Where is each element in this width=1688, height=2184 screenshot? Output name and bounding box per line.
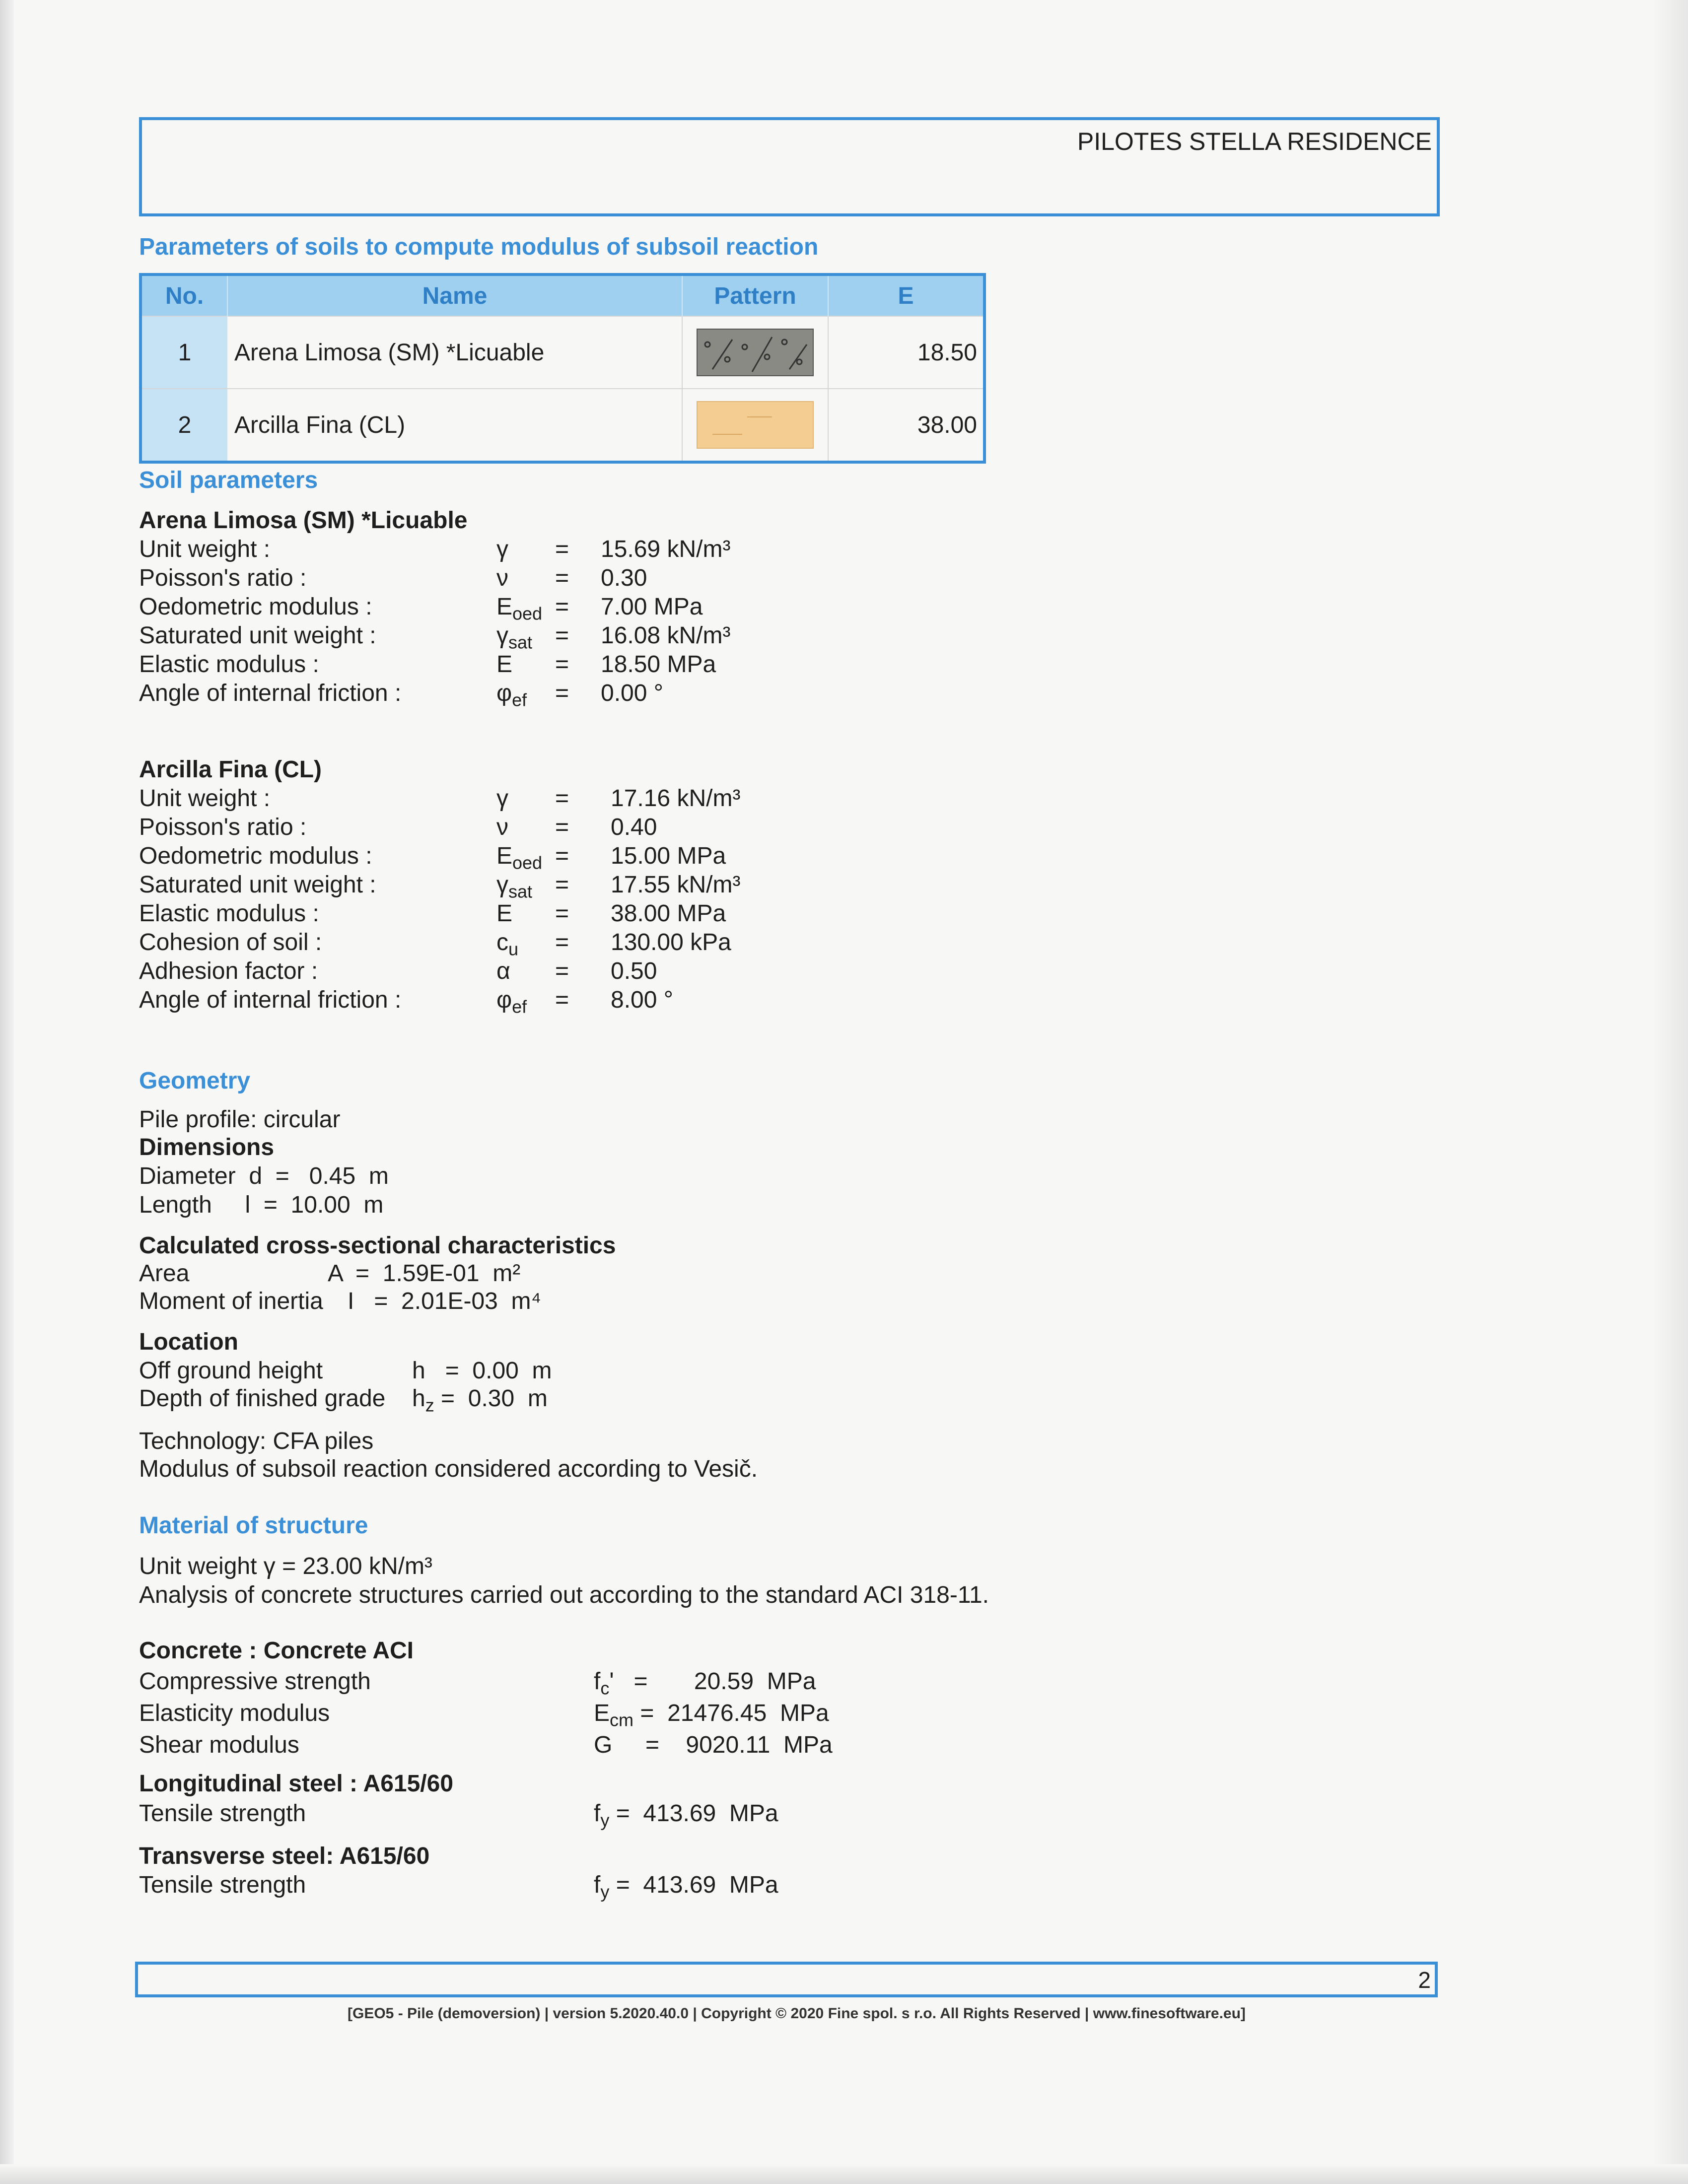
cell-no: 1 — [141, 316, 227, 389]
depth-subscript: z — [425, 1395, 434, 1416]
ecm-subscript: cm — [610, 1709, 634, 1730]
technology: Technology: CFA piles — [139, 1428, 374, 1454]
param-row — [139, 986, 834, 1015]
param-equals: = — [555, 814, 569, 840]
cell-no: 2 — [141, 389, 227, 462]
param-value: 0.30 — [601, 565, 647, 591]
clay-pattern-graphic — [698, 402, 813, 448]
param-row — [139, 564, 834, 593]
location-heading: Location — [139, 1329, 238, 1355]
param-symbol: $\varphi_{ef}$ — [496, 680, 527, 710]
section-title-geometry: Geometry — [139, 1068, 251, 1094]
param-value: 0.50 — [611, 958, 657, 984]
param-row — [139, 813, 834, 842]
param-equals: = — [555, 536, 569, 562]
fy-number: = 413.69 MPa — [616, 1800, 778, 1827]
param-value: 17.16 kN/m³ — [611, 785, 741, 812]
param-equals: = — [555, 785, 569, 812]
trans-tensile-label: Tensile strength — [139, 1872, 306, 1898]
dimensions-heading: Dimensions — [139, 1134, 275, 1160]
cell-pattern — [682, 389, 828, 462]
param-symbol: E — [496, 651, 513, 678]
param-symbol: $c_u$ — [496, 929, 519, 959]
inertia-value: I = 2.01E-03 m⁴ — [348, 1288, 542, 1314]
sand-pattern-graphic — [698, 330, 813, 375]
param-value: 18.50 MPa — [601, 651, 716, 678]
param-equals: = — [555, 680, 569, 706]
param-label: Oedometric modulus : — [139, 594, 372, 620]
fy-number: = 413.69 MPa — [616, 1872, 778, 1898]
col-no: No. — [141, 274, 227, 316]
binder-edge — [0, 0, 14, 2184]
inertia-label: Moment of inertia — [139, 1288, 323, 1314]
param-value: 0.00 ° — [601, 680, 663, 706]
param-row — [139, 871, 834, 902]
soil-2-title: Arcilla Fina (CL) — [139, 756, 322, 783]
param-row — [139, 928, 834, 957]
area-label: Area — [139, 1260, 190, 1287]
compressive-label: Compressive strength — [139, 1668, 371, 1695]
cell-name: Arena Limosa (SM) *Licuable — [227, 316, 682, 389]
section-title-modulus: Parameters of soils to compute modulus of subsoil reaction — [139, 234, 819, 260]
trans-tensile-value — [594, 1871, 778, 1903]
fy-symbol: f — [594, 1800, 601, 1827]
long-tensile-label: Tensile strength — [139, 1800, 306, 1827]
page-number: 2 — [1418, 1967, 1431, 1993]
param-symbol: ν — [496, 814, 508, 840]
param-label: Unit weight : — [139, 536, 271, 562]
param-row — [139, 679, 834, 708]
concrete-heading: Concrete : Concrete ACI — [139, 1638, 414, 1664]
page-header — [139, 117, 1440, 216]
param-value: 16.08 kN/m³ — [601, 622, 731, 649]
param-label: Oedometric modulus : — [139, 843, 372, 869]
param-label: Angle of internal friction : — [139, 987, 402, 1013]
col-e: E — [828, 274, 985, 316]
param-value: 8.00 ° — [611, 987, 673, 1013]
param-equals: = — [555, 622, 569, 649]
transverse-steel-heading: Transverse steel: A615/60 — [139, 1843, 430, 1869]
soil-table-header — [141, 274, 985, 316]
param-symbol: $\gamma_{sat}$ — [496, 622, 533, 653]
page-footer-box — [135, 1962, 1438, 1997]
param-row — [139, 899, 834, 928]
depth-value — [412, 1385, 548, 1416]
cell-name: Arcilla Fina (CL) — [227, 389, 682, 462]
soil-2-block — [139, 755, 834, 1015]
g-number: = 9020.11 MPa — [645, 1732, 833, 1758]
param-symbol: $\gamma_{sat}$ — [496, 872, 533, 902]
param-row — [139, 535, 834, 564]
g-symbol: G — [594, 1732, 613, 1758]
param-value: 15.69 kN/m³ — [601, 536, 731, 562]
length-row: Length l = 10.00 m — [139, 1192, 384, 1218]
section-title-material: Material of structure — [139, 1512, 368, 1539]
param-symbol: E — [496, 900, 513, 927]
soil-table — [139, 273, 986, 464]
param-value: 38.00 MPa — [611, 900, 726, 927]
param-equals: = — [555, 929, 569, 956]
param-equals: = — [555, 872, 569, 898]
cell-e: 38.00 — [828, 389, 985, 462]
param-row — [139, 957, 834, 986]
longitudinal-steel-heading: Longitudinal steel : A615/60 — [139, 1771, 454, 1797]
soil-1-rows — [139, 535, 834, 708]
fc-subscript: c — [600, 1678, 610, 1699]
param-row — [139, 593, 834, 624]
param-row — [139, 650, 834, 679]
depth-symbol: h — [412, 1385, 425, 1412]
param-row — [139, 621, 834, 653]
param-value: 15.00 MPa — [611, 843, 726, 869]
fy-subscript: y — [600, 1881, 610, 1902]
param-label: Poisson's ratio : — [139, 814, 307, 840]
fc-prime: ' — [609, 1668, 614, 1695]
elasticity-label: Elasticity modulus — [139, 1700, 330, 1726]
fy-symbol: f — [594, 1872, 601, 1898]
table-row — [141, 389, 985, 462]
param-label: Saturated unit weight : — [139, 622, 376, 649]
param-equals: = — [555, 958, 569, 984]
ecm-symbol: E — [594, 1700, 610, 1726]
fy-subscript: y — [600, 1810, 610, 1831]
elasticity-value — [594, 1700, 829, 1731]
param-symbol: α — [496, 958, 510, 984]
param-label: Elastic modulus : — [139, 651, 319, 678]
param-value: 17.55 kN/m³ — [611, 872, 741, 898]
param-symbol: $E_{oed}$ — [496, 843, 543, 873]
param-label: Angle of internal friction : — [139, 680, 402, 706]
ecm-number: = 21476.45 MPa — [640, 1700, 829, 1726]
param-equals: = — [555, 565, 569, 591]
param-equals: = — [555, 651, 569, 678]
cell-pattern — [682, 316, 828, 389]
param-row — [139, 842, 834, 871]
project-title: PILOTES STELLA RESIDENCE — [1077, 128, 1432, 155]
param-label: Adhesion factor : — [139, 958, 318, 984]
soil-2-rows — [139, 784, 834, 1015]
param-symbol: γ — [496, 536, 508, 562]
table-row — [141, 316, 985, 389]
param-label: Saturated unit weight : — [139, 872, 376, 898]
diameter-row: Diameter d = 0.45 m — [139, 1163, 389, 1189]
fc-symbol: f — [594, 1668, 601, 1695]
offground-label: Off ground height — [139, 1358, 323, 1384]
param-equals: = — [555, 900, 569, 927]
param-label: Poisson's ratio : — [139, 565, 307, 591]
param-equals: = — [555, 594, 569, 620]
depth-label: Depth of finished grade — [139, 1385, 386, 1412]
param-row — [139, 784, 834, 813]
area-value: A = 1.59E-01 m² — [328, 1260, 521, 1287]
col-name: Name — [227, 274, 682, 316]
depth-number: = 0.30 m — [441, 1385, 548, 1412]
param-symbol: $E_{oed}$ — [496, 594, 543, 624]
compressive-value — [594, 1668, 816, 1699]
shear-label: Shear modulus — [139, 1732, 299, 1758]
page-edge-shadow — [1653, 0, 1688, 2184]
offground-value: h = 0.00 m — [412, 1358, 552, 1384]
param-symbol: ν — [496, 565, 508, 591]
fc-number: = 20.59 MPa — [633, 1668, 816, 1695]
footer-copyright: [GEO5 - Pile (demoversion) | version 5.2020.40.0 | Copyright © 2020 Fine spol. s r.o. All Rights Reserved | www.finesoftware.eu] — [348, 2005, 1246, 2022]
param-symbol: γ — [496, 785, 508, 812]
modulus-note: Modulus of subsoil reaction considered according to Vesič. — [139, 1456, 758, 1482]
param-equals: = — [555, 843, 569, 869]
param-label: Cohesion of soil : — [139, 929, 322, 956]
param-label: Unit weight : — [139, 785, 271, 812]
shear-value — [594, 1731, 833, 1759]
col-pattern: Pattern — [682, 274, 828, 316]
soil-1-block — [139, 506, 834, 708]
cross-section-heading: Calculated cross-sectional characteristics — [139, 1232, 616, 1259]
sand-pattern-swatch — [697, 329, 814, 376]
param-value: 7.00 MPa — [601, 594, 703, 620]
pile-profile: Pile profile: circular — [139, 1106, 341, 1133]
soil-1-title: Arena Limosa (SM) *Licuable — [139, 507, 468, 534]
param-value: 130.00 kPa — [611, 929, 731, 956]
param-symbol: $\varphi_{ef}$ — [496, 987, 527, 1017]
cell-e: 18.50 — [828, 316, 985, 389]
page-bottom-shadow — [0, 2164, 1688, 2184]
param-equals: = — [555, 987, 569, 1013]
long-tensile-value — [594, 1800, 778, 1831]
param-value: 0.40 — [611, 814, 657, 840]
clay-pattern-swatch — [697, 401, 814, 449]
param-label: Elastic modulus : — [139, 900, 319, 927]
unit-weight: Unit weight γ = 23.00 kN/m³ — [139, 1553, 432, 1579]
section-title-soil-params: Soil parameters — [139, 467, 318, 493]
analysis-note: Analysis of concrete structures carried out according to the standard ACI 318-11. — [139, 1582, 989, 1608]
